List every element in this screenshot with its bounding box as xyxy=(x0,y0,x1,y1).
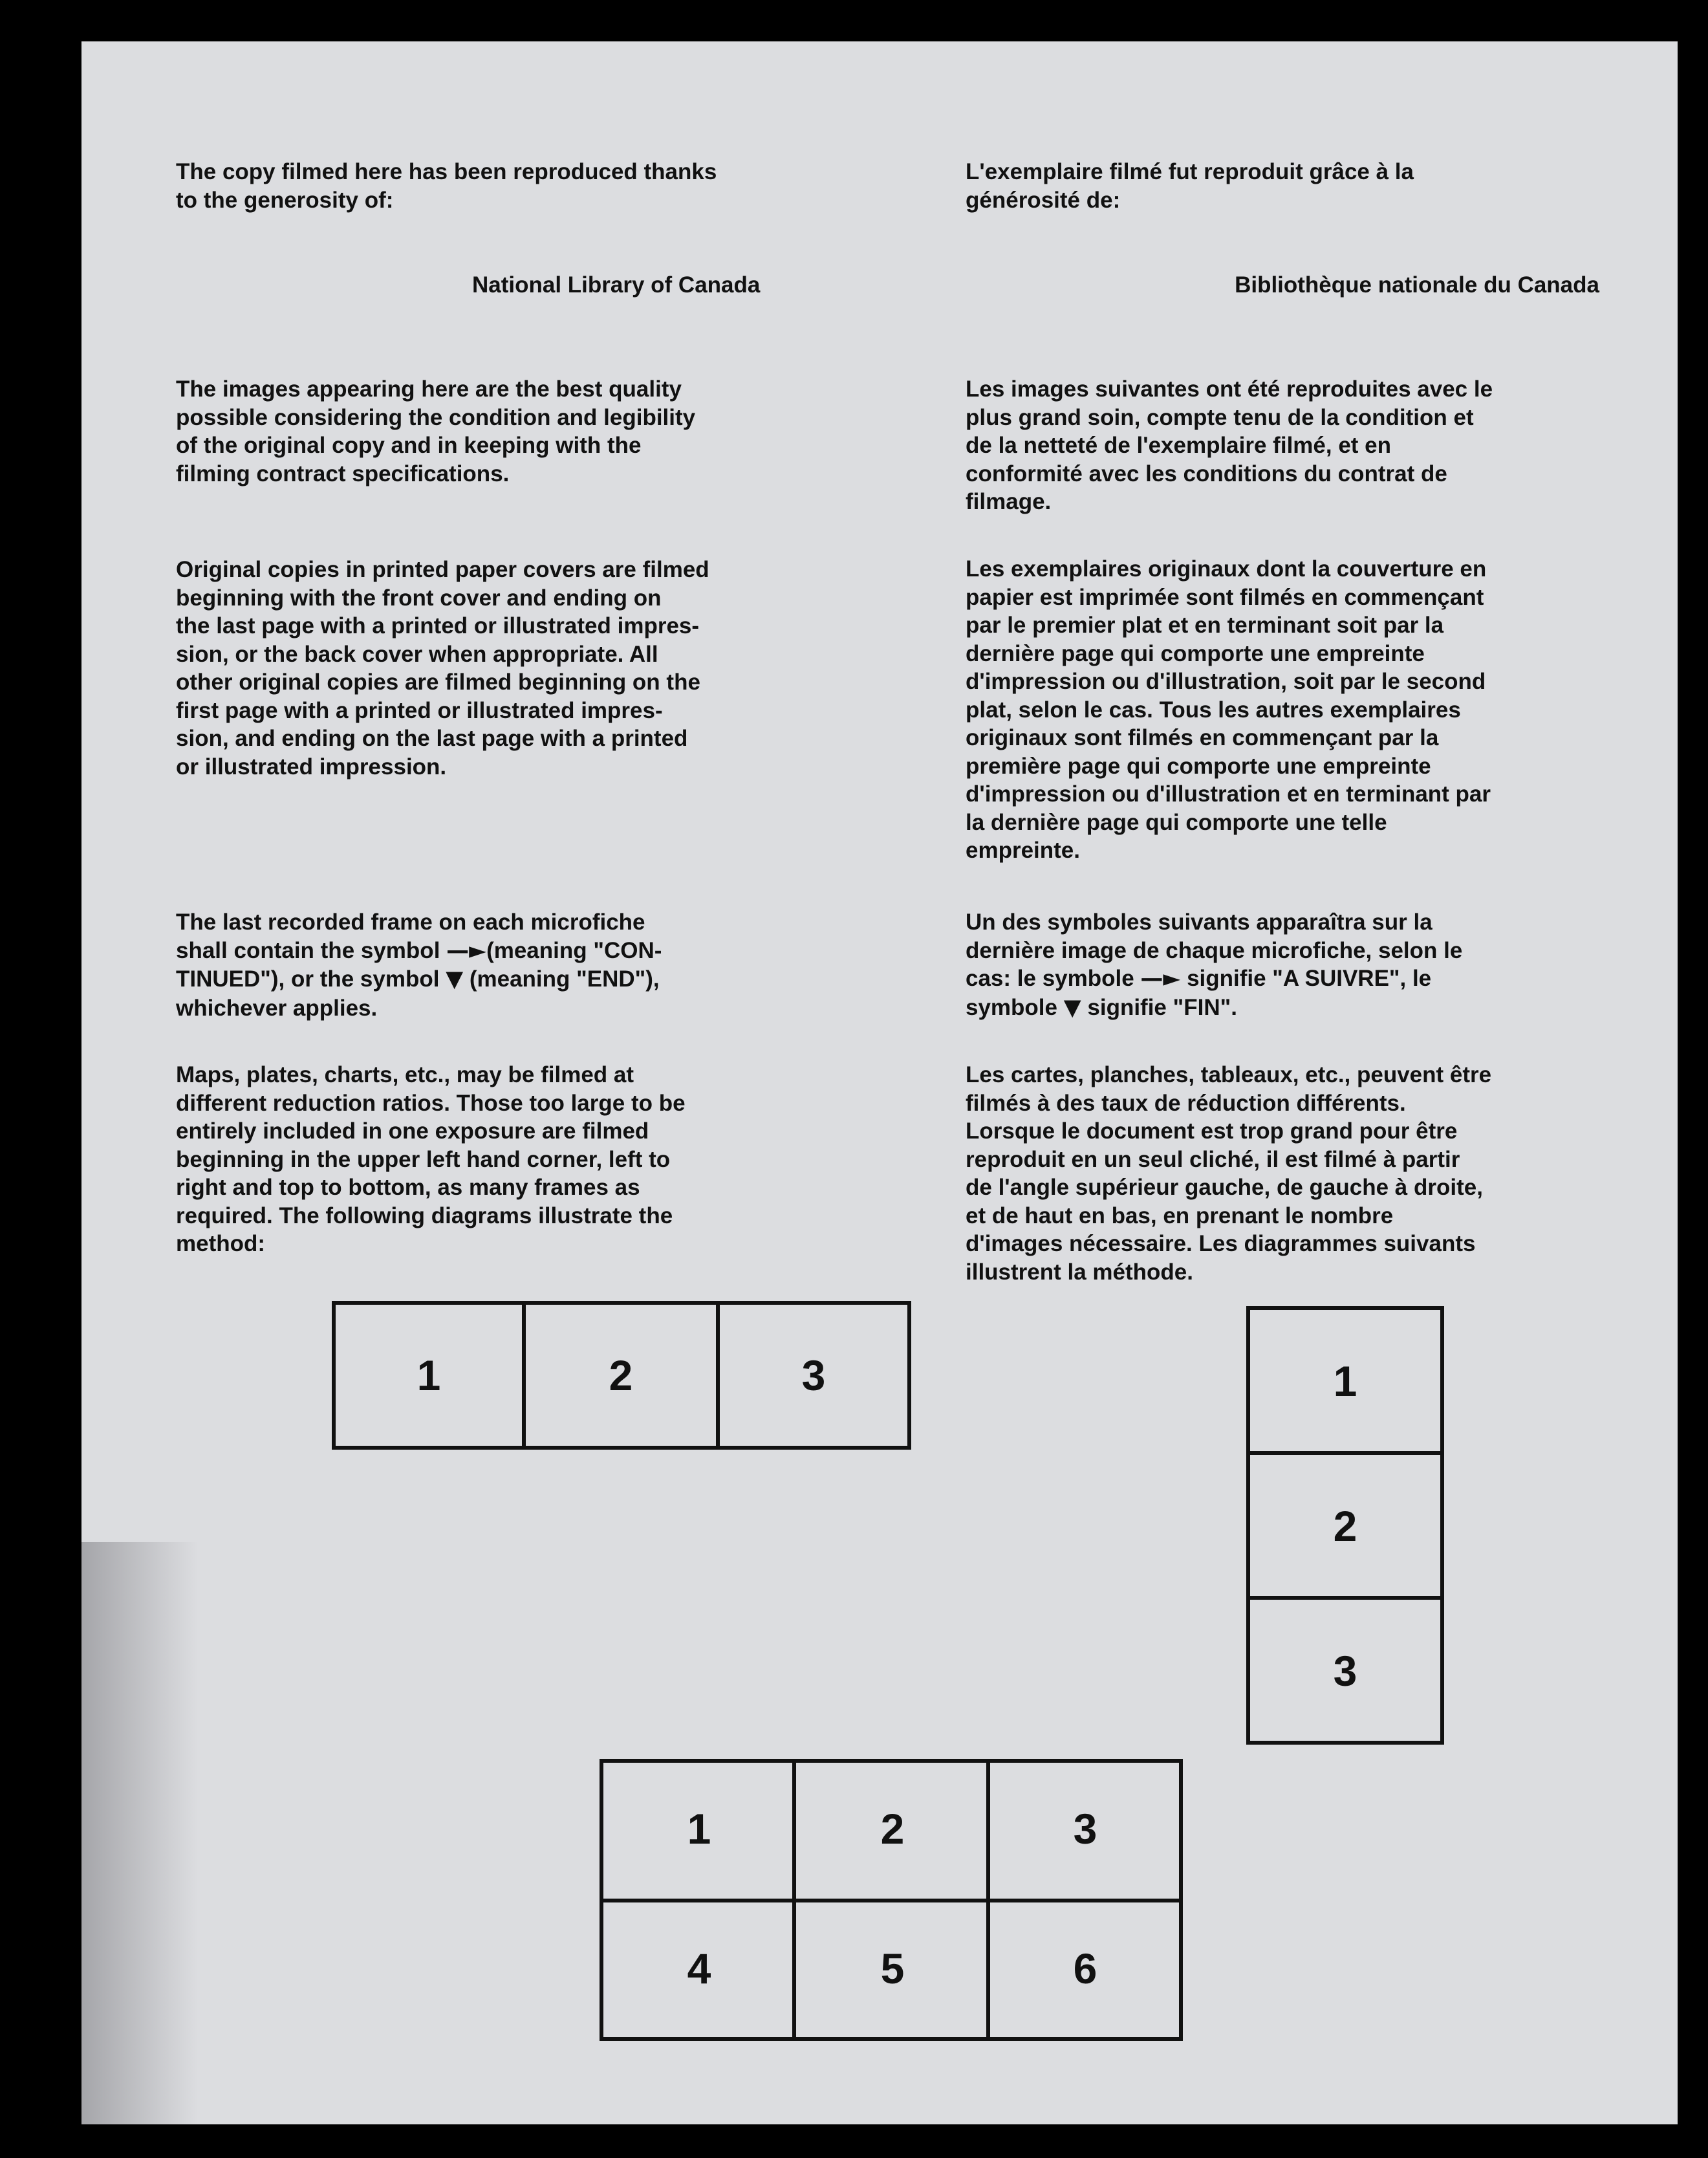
originals-text: Original copies in printed paper covers are filmed beginning with the front cover and ending on the last page with a printed or illustrated impres- sion, or the back cover when appropriate. All other original copies are filmed beginning on the first page with a printed or illustrated impres- sion, and ending on the last page with a printed or illustrated impression. xyxy=(176,557,709,779)
originals-text-fr: Les exemplaires originaux dont la couverture en papier est imprimée sont filmés en commençant par le premier plat et en terminant soit par la dernière page qui comporte une empreinte d'impression ou d'illustration, soit par le second plat, selon le cas. Tous les autres exemplaires originaux sont filmés en commençant par la première page qui comporte une empreinte d'impression ou d'illustration et en terminant par la dernière page qui comporte une telle empreinte. xyxy=(966,556,1491,863)
quality-text-fr: Les images suivantes ont été reproduites avec le plus grand soin, compte tenu de la condition et de la netteté de l'exemplaire filmé, et en conformité avec les conditions du contrat de filmage. xyxy=(966,376,1493,514)
frame-number: 1 xyxy=(416,1351,441,1399)
frame-number: 2 xyxy=(880,1805,905,1853)
symbols-text-fr: Un des symboles suivants apparaîtra sur la dernière image de chaque microfiche, selon le cas: le symbole —► signifie "A SUIVRE", le symbole ▼ signifie "FIN". xyxy=(966,910,1463,1021)
frame-number: 2 xyxy=(1333,1502,1357,1550)
continued-arrow-icon: —► xyxy=(446,937,487,964)
maps-text-fr: Les cartes, planches, tableaux, etc., peuvent être filmés à des taux de réduction différents. Lorsque le document est trop grand pour être reproduit en un seul cliché, il est filmé à partir de l'angle supérieur gauche, de gauche à droite, et de haut en bas, en prenant le nombre d'images nécessaire. Les diagrammes suivants illustrent la méthode. xyxy=(966,1062,1492,1285)
continued-arrow-icon: —► xyxy=(1140,966,1181,992)
frame-number: 3 xyxy=(1073,1805,1097,1853)
frame-number: 6 xyxy=(1073,1945,1097,1992)
frame-number: 1 xyxy=(1333,1357,1357,1405)
frame-number: 5 xyxy=(880,1945,905,1992)
library-name-fr: Bibliothèque nationale du Canada xyxy=(1235,272,1599,298)
symbols-text: The last recorded frame on each microfiche shall contain the symbol —►(meaning "CON- TINUED"), or the symbol ▼ (meaning "END"), whichever applies. xyxy=(176,910,662,1021)
end-triangle-icon: ▼ xyxy=(446,966,464,992)
library-name: National Library of Canada xyxy=(472,272,761,298)
quality-text: The images appearing here are the best quality possible considering the condition and legibility of the original copy and in keeping with the filming contract specifications. xyxy=(176,376,696,486)
diagram-layer xyxy=(81,41,1678,2124)
grid-diagram xyxy=(601,1761,1181,2039)
frame-number: 3 xyxy=(1333,1647,1357,1695)
frame-number: 4 xyxy=(687,1945,711,1992)
maps-text: Maps, plates, charts, etc., may be filmed at different reduction ratios. Those too large to be entirely included in one exposure are filmed beginning in the upper left hand corner, left to right and top to bottom, as many frames as required. The following diagrams illustrate the method: xyxy=(176,1062,686,1256)
document-page xyxy=(81,41,1678,2124)
frame-number: 3 xyxy=(801,1351,826,1399)
frame-number: 1 xyxy=(687,1805,711,1853)
thanks-text: The copy filmed here has been reproduced thanks to the generosity of: xyxy=(176,159,717,213)
thanks-text-fr: L'exemplaire filmé fut reproduit grâce à la générosité de: xyxy=(966,159,1414,213)
end-triangle-icon: ▼ xyxy=(1063,994,1081,1021)
frame-number: 2 xyxy=(609,1351,633,1399)
